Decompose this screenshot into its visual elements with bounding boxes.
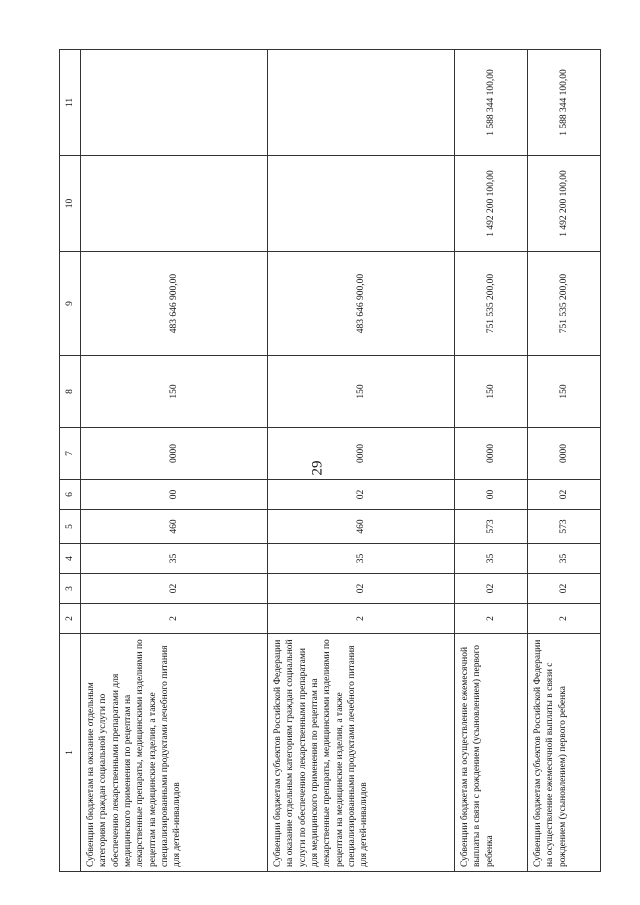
cell: 0000 [455, 428, 528, 480]
row-name: Субвенции бюджетам на оказание отдельным категориям граждан социальной услуги по обеспечению лекарственными препаратами для медицинского применения по рецептам на лекарственные препараты, медицинскими изделиями по рецептам на медицинские изделия, а также специализированными продуктами лечебного питания для детей-инвалидов [81, 634, 268, 872]
cell: 1 588 344 100,00 [528, 50, 601, 156]
table-row [528, 50, 601, 872]
cell: 150 [528, 356, 601, 428]
table-row [81, 50, 268, 872]
cell: 35 [268, 544, 455, 574]
cell: 483 646 900,00 [81, 252, 268, 356]
cell: 02 [528, 480, 601, 510]
col-header: 3 [60, 574, 81, 604]
cell: 573 [528, 510, 601, 544]
cell: 573 [455, 510, 528, 544]
col-header: 6 [60, 480, 81, 510]
cell: 1 588 344 100,00 [455, 50, 528, 156]
cell: 1 492 200 100,00 [528, 156, 601, 252]
cell: 02 [528, 574, 601, 604]
row-name: Субвенции бюджетам субъектов Российской Федерации на оказание отдельным категориям граждан социальной услуги по обеспечению лекарственными препаратами для медицинского применения по рецептам на лекарственные препараты, медицинскими изделиями по рецептам на медицинские изделия, а также специализированными продуктами лечебного питания для детей-инвалидов [268, 634, 455, 872]
col-header: 7 [60, 428, 81, 480]
col-header: 9 [60, 252, 81, 356]
cell [268, 156, 455, 252]
cell: 35 [455, 544, 528, 574]
cell [81, 156, 268, 252]
table-row [268, 50, 455, 872]
cell: 460 [81, 510, 268, 544]
cell: 02 [455, 574, 528, 604]
row-name: Субвенции бюджетам на осуществление ежемесячной выплаты в связи с рождением (усыновлением) первого ребенка [455, 634, 528, 872]
row-name: Субвенции бюджетам субъектов Российской Федерации на осуществление ежемесячной выплаты в связи с рождением (усыновлением) первого ребенка [528, 634, 601, 872]
cell: 0000 [268, 428, 455, 480]
budget-table [59, 49, 601, 872]
cell: 02 [81, 574, 268, 604]
cell: 2 [268, 604, 455, 634]
cell [268, 50, 455, 156]
cell: 35 [81, 544, 268, 574]
cell: 2 [81, 604, 268, 634]
col-header: 4 [60, 544, 81, 574]
cell: 35 [528, 544, 601, 574]
cell [81, 50, 268, 156]
col-header: 8 [60, 356, 81, 428]
cell: 2 [528, 604, 601, 634]
cell: 150 [455, 356, 528, 428]
cell: 00 [81, 480, 268, 510]
page-number: 29 [309, 460, 326, 476]
col-header: 2 [60, 604, 81, 634]
table-row [455, 50, 528, 872]
cell: 0000 [81, 428, 268, 480]
cell: 150 [268, 356, 455, 428]
col-header: 11 [60, 50, 81, 156]
cell: 02 [268, 574, 455, 604]
cell: 00 [455, 480, 528, 510]
col-header: 10 [60, 156, 81, 252]
col-header: 1 [60, 634, 81, 872]
cell: 0000 [528, 428, 601, 480]
cell: 02 [268, 480, 455, 510]
cell: 751 535 200,00 [455, 252, 528, 356]
cell: 460 [268, 510, 455, 544]
header-row [60, 50, 81, 872]
cell: 1 492 200 100,00 [455, 156, 528, 252]
cell: 483 646 900,00 [268, 252, 455, 356]
cell: 2 [455, 604, 528, 634]
cell: 751 535 200,00 [528, 252, 601, 356]
col-header: 5 [60, 510, 81, 544]
cell: 150 [81, 356, 268, 428]
rotated-table-wrapper [59, 50, 582, 872]
